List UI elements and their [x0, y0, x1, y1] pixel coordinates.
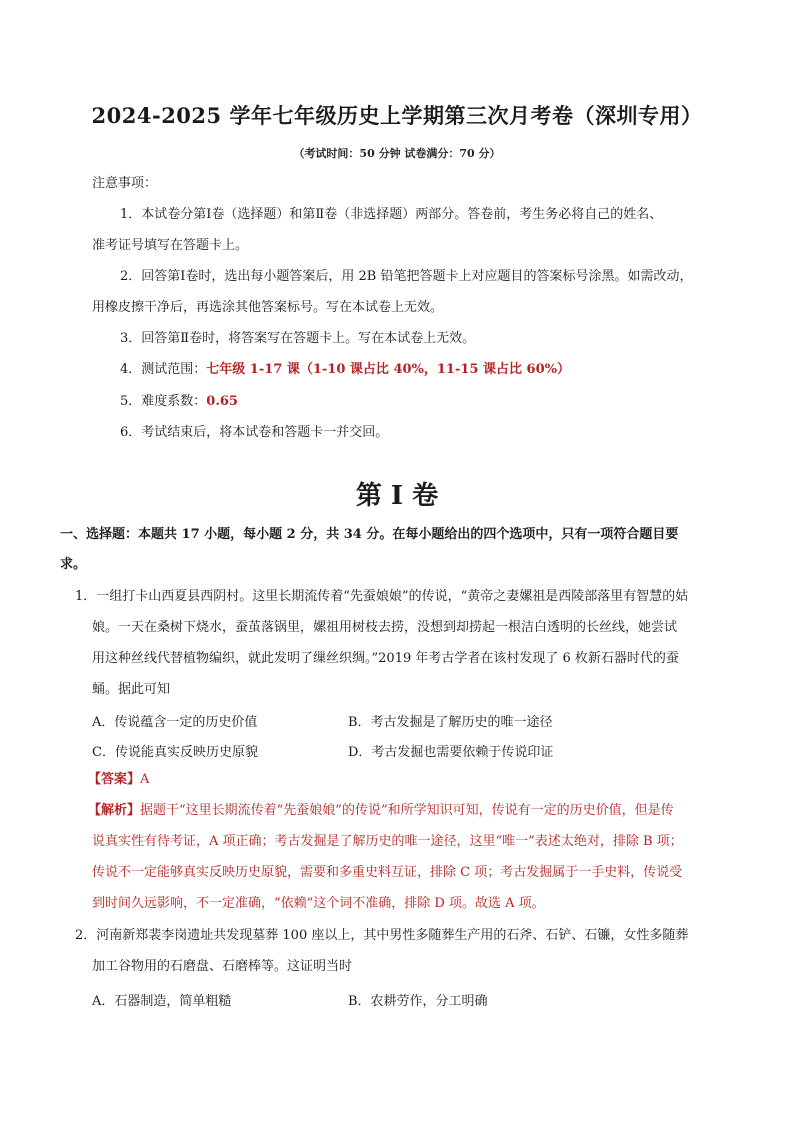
notice-item-3: 3．回答第Ⅱ卷时，将答案写在答题卡上。写在本试卷上无效。: [120, 331, 476, 346]
analysis-text: 据题干“这里长期流传着“先蚕娘娘”的传说”和所学知识可知，传说有一定的历史价值，但是传: [140, 803, 674, 818]
analysis-tag: 【解析】: [88, 803, 141, 818]
q1-option-b: B．考古发掘是了解历史的唯一途径: [348, 715, 553, 730]
section-heading-line-1: 一、选择题：本题共 17 小题，每小题 2 分，共 34 分。在每小题给出的四个选项中，只有一项符合题目要: [60, 527, 679, 542]
q1-stem-line-3: 用这种丝线代替植物编织，就此发明了缫丝织绸。”2019 年考古学者在该村发现了 6 枚新石器时代的蚕: [92, 651, 679, 666]
q2-stem-line-2: 加工谷物用的石磨盘、石磨棒等。这证明当时: [92, 959, 353, 974]
notice-item-4: [120, 361, 570, 379]
volume-title: 第 I 卷: [355, 481, 439, 511]
notice-item-1: 1．本试卷分第Ⅰ卷（选择题）和第Ⅱ卷（非选择题）两部分。答卷前，考生务必将自己的姓名、: [120, 207, 663, 222]
notice-item-1-cont: 准考证号填写在答题卡上。: [92, 238, 249, 253]
q1-analysis-line-4: 到时间久远影响，不一定准确，“依赖”这个词不准确，排除 D 项。故选 A 项。: [92, 896, 545, 911]
section-heading: [60, 520, 740, 580]
difficulty-value: 0.65: [206, 394, 238, 409]
q1-analysis-line-3: 传说不一定能够真实反映历史原貌，需要和多重史料互证，排除 C 项；考古发掘属于一手史料，传说受: [92, 865, 683, 880]
notice-item-2-cont: 用橡皮擦干净后，再选涂其他答案标号。写在本试卷上无效。: [92, 300, 444, 315]
q2-stem-line-1: 2．河南新郑裴李岗遗址共发现墓葬 100 座以上，其中男性多随葬生产用的石斧、石铲、石镰，女性多随葬: [75, 928, 689, 943]
q1-answer: [88, 771, 149, 789]
q1-stem-line-1: 1．一组打卡山西夏县西阴村。这里长期流传着“先蚕娘娘”的传说，“黄帝之妻嫘祖是西陵部落里有智慧的姑: [75, 589, 689, 604]
q2-option-b: B．农耕劳作，分工明确: [348, 994, 488, 1009]
notice-item-2: 2．回答第Ⅰ卷时，选出每小题答案后，用 2B 铅笔把答题卡上对应题目的答案标号涂黑。如需改动，: [120, 269, 693, 284]
q1-option-c: C．传说能真实反映历史原貌: [92, 745, 258, 760]
section-heading-line-2: 求。: [60, 557, 87, 572]
notice-item-5-label: 5．难度系数：: [120, 394, 207, 409]
page-title: 2024-2025 学年七年级历史上学期第三次月考卷（深圳专用）: [91, 103, 703, 128]
q1-analysis-line-1: [88, 802, 674, 820]
q1-stem-line-4: 蛹。据此可知: [92, 682, 171, 697]
q1-option-d: D．考古发掘也需要依赖于传说印证: [348, 745, 554, 760]
answer-value: A: [140, 772, 150, 787]
answer-tag: 【答案】: [88, 772, 141, 787]
notice-item-6: 6．考试结束后，将本试卷和答题卡一并交回。: [120, 425, 389, 440]
q2-option-a: A．石器制造，简单粗糙: [92, 994, 232, 1009]
notice-item-4-label: 4．测试范围：: [120, 362, 207, 377]
notice-heading: 注意事项：: [92, 176, 158, 191]
test-scope: 七年级 1-17 课（1-10 课占比 40%，11-15 课占比 60%）: [206, 362, 570, 377]
q1-analysis-line-2: 说真实性有待考证，A 项正确；考古发掘是了解历史的唯一途径，这里“唯一”表述太绝对，排除 B 项；: [92, 834, 683, 849]
notice-item-5: [120, 393, 238, 411]
q1-option-a: A．传说蕴含一定的历史价值: [92, 715, 258, 730]
exam-info: （考试时间：50 分钟 试卷满分：70 分）: [293, 147, 501, 160]
q1-stem-line-2: 娘。一天在桑树下烧水，蚕茧落锅里，嫘祖用树枝去捞，没想到却捞起一根洁白透明的长丝线，她尝试: [92, 620, 678, 635]
